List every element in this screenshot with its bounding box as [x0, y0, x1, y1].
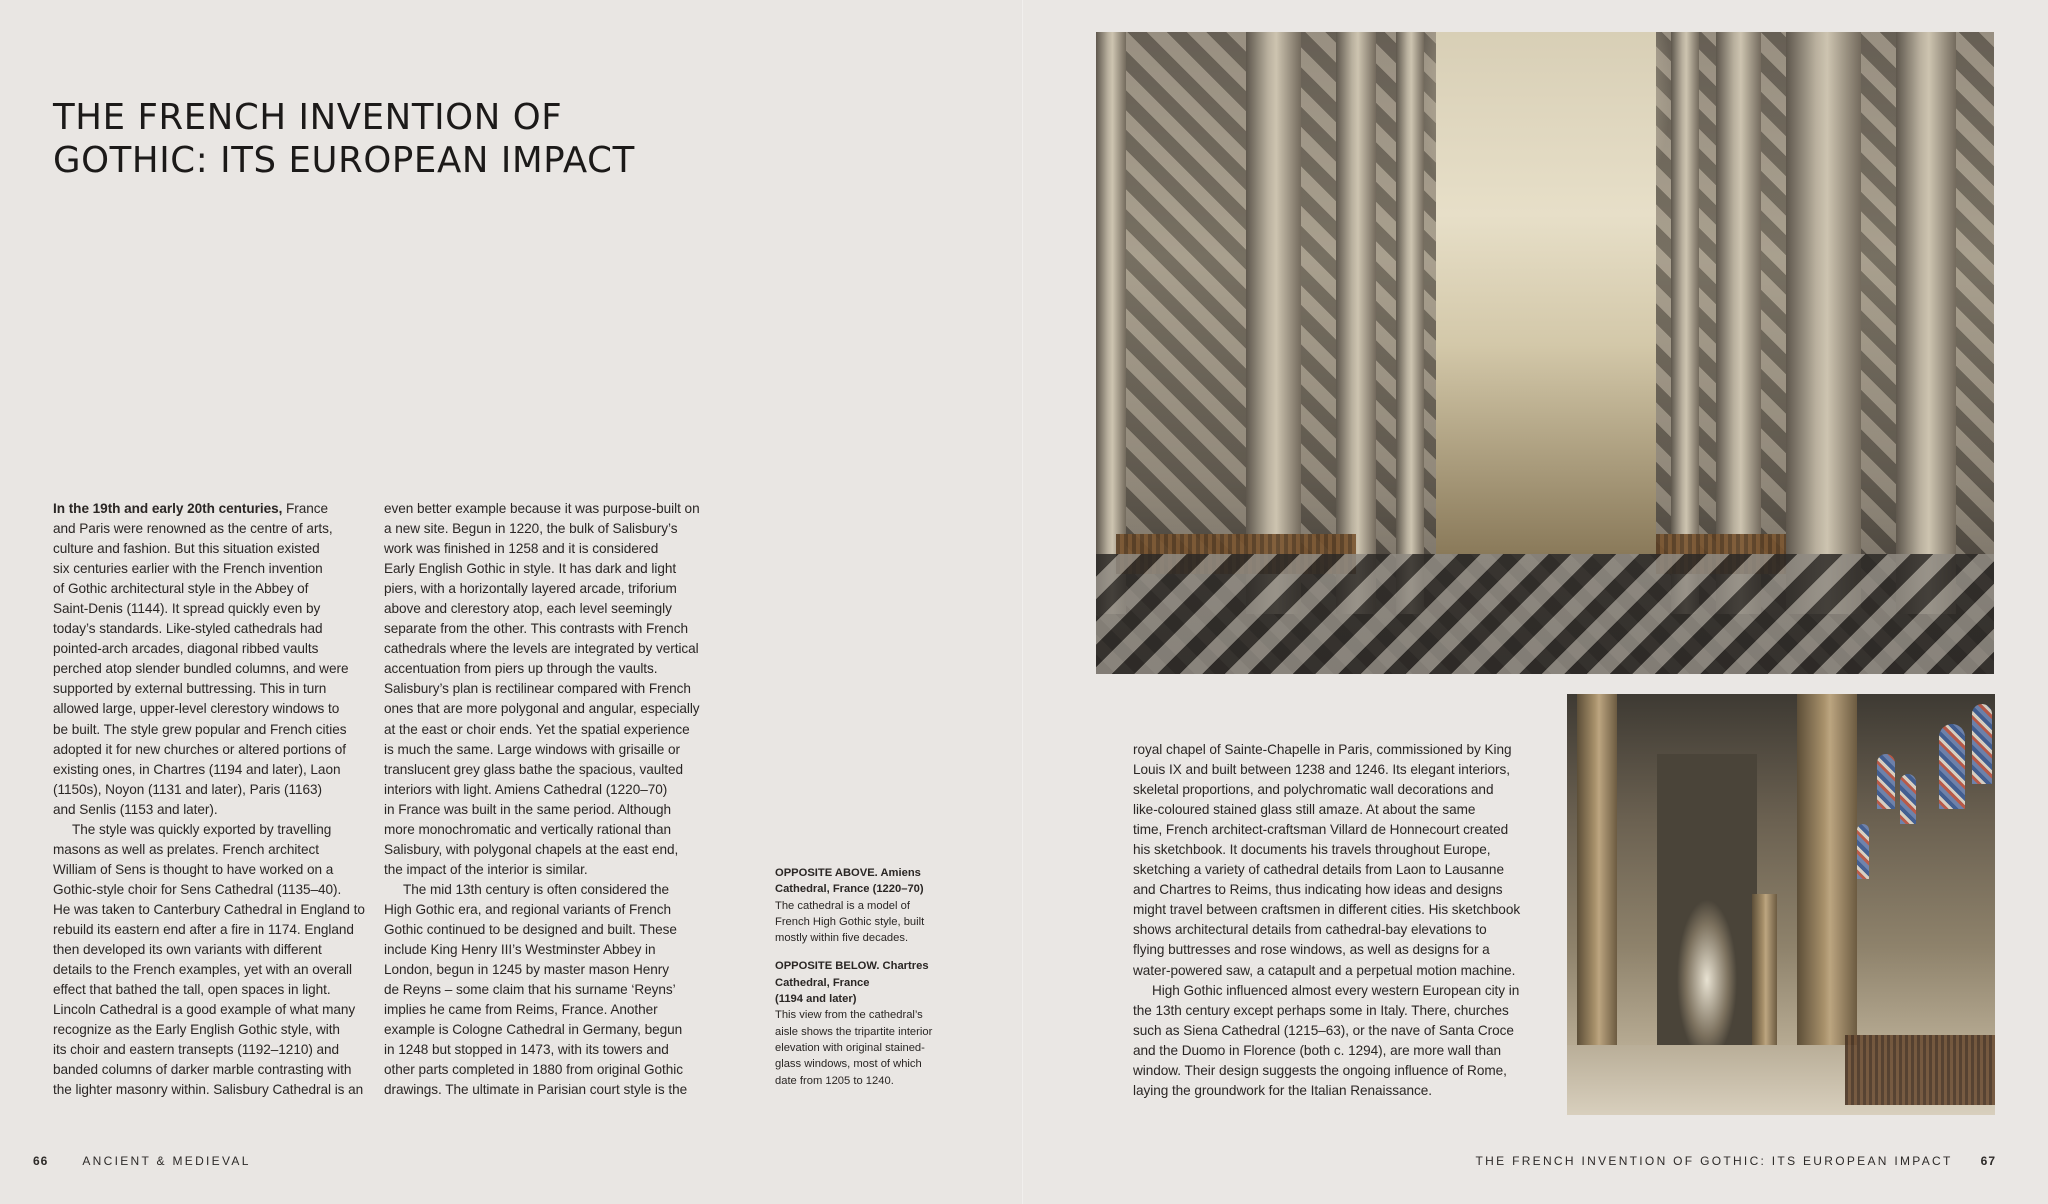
body-line: translucent grey glass bathe the spacious, vaulted	[384, 761, 684, 777]
photo-nave-light	[1436, 32, 1656, 554]
body-line: banded columns of darker marble contrasting with	[53, 1062, 352, 1078]
body-line: his sketchbook. It documents his travels throughout Europe,	[1133, 842, 1491, 858]
body-line: accentuation from piers up through the vaults.	[384, 661, 658, 677]
body-line: sketching a variety of cathedral details from Laon to Lausanne	[1133, 862, 1504, 878]
body-line: water-powered saw, a catapult and a perpetual motion machine.	[1133, 962, 1516, 978]
photo-pier	[1096, 32, 1126, 614]
body-line: like-coloured stained glass still amaze. At about the same	[1133, 802, 1476, 818]
body-column-3	[1133, 740, 1520, 1101]
photo-stained-glass	[1972, 704, 1992, 784]
body-line: Louis IX and built between 1238 and 1246. Its elegant interiors,	[1133, 762, 1510, 778]
body-line: Gothic continued to be designed and built. These	[384, 921, 677, 937]
body-line: The style was quickly exported by travelling	[72, 821, 332, 837]
caption-opposite-above	[775, 865, 932, 946]
body-line: is much the same. Large windows with grisaille or	[384, 741, 680, 757]
photo-stained-glass	[1939, 724, 1965, 809]
body-line: example is Cologne Cathedral in Germany, begun	[384, 1022, 683, 1038]
left-page	[0, 0, 1022, 1204]
photo-pier	[1246, 32, 1301, 614]
caption-text: The cathedral is a model of	[775, 899, 910, 912]
caption-text: This view from the cathedral’s	[775, 1009, 923, 1022]
body-line: allowed large, upper-level clerestory windows to	[53, 701, 340, 717]
body-line: such as Siena Cathedral (1215–63), or the nave of Santa Croce	[1133, 1022, 1514, 1038]
body-line: (1150s), Noyon (1131 and later), Paris (1163)	[53, 781, 323, 797]
body-line: window. Their design suggests the ongoing influence of Rome,	[1133, 1062, 1507, 1078]
body-line: cathedrals where the levels are integrated by vertical	[384, 641, 699, 657]
body-line: today’s standards. Like-styled cathedrals had	[53, 621, 323, 637]
body-line: the impact of the interior is similar.	[384, 861, 588, 877]
body-line: High Gothic era, and regional variants of French	[384, 901, 671, 917]
body-line: might travel between craftsmen in different cities. His sketchbook	[1133, 902, 1521, 918]
photo-stained-glass	[1900, 774, 1916, 824]
body-line: Lincoln Cathedral is a good example of what many	[53, 1002, 356, 1018]
body-line: supported by external buttressing. This in turn	[53, 681, 327, 697]
body-line: six centuries earlier with the French invention	[53, 561, 323, 577]
page-number: 66	[33, 1154, 49, 1168]
body-line: The mid 13th century is often considered the	[403, 881, 670, 897]
body-line: then developed its own variants with different	[53, 942, 322, 958]
body-line: time, French architect-craftsman Villard de Honnecourt created	[1133, 822, 1509, 838]
photo-chartres-cathedral	[1567, 694, 1995, 1115]
body-line: Salisbury, with polygonal chapels at the east end,	[384, 841, 679, 857]
caption-text: aisle shows the tripartite interior	[775, 1025, 933, 1038]
caption-heading: Cathedral, France	[775, 976, 870, 989]
photo-pier	[1336, 32, 1376, 614]
body-line: royal chapel of Sainte-Chapelle in Paris, commissioned by King	[1133, 742, 1512, 757]
caption-heading: (1194 and later)	[775, 993, 857, 1006]
photo-pier	[1396, 32, 1424, 614]
photo-pier	[1896, 32, 1956, 614]
body-line: a new site. Begun in 1220, the bulk of Salisbury’s	[384, 521, 678, 537]
body-line: skeletal proportions, and polychromatic wall decorations and	[1133, 782, 1494, 798]
photo-pier	[1716, 32, 1761, 614]
running-head: ANCIENT & MEDIEVAL	[82, 1154, 251, 1168]
body-line: existing ones, in Chartres (1194 and later), Laon	[53, 761, 341, 777]
body-line: implies he came from Reims, France. Another	[384, 1002, 658, 1018]
body-line: adopted it for new churches or altered portions of	[53, 741, 346, 757]
body-line: and Paris were renowned as the centre of arts,	[53, 521, 333, 537]
chapter-title	[53, 96, 635, 182]
body-line: piers, with a horizontally layered arcade, triforium	[384, 581, 677, 597]
caption-heading: OPPOSITE ABOVE. Amiens	[775, 867, 921, 879]
body-line: and the Duomo in Florence (both c. 1294), are more wall than	[1133, 1042, 1502, 1058]
caption-opposite-below	[775, 958, 932, 1088]
body-line: include King Henry III’s Westminster Abbey in	[384, 942, 656, 958]
body-line: William of Sens is thought to have worked on a	[53, 861, 334, 877]
body-column-1	[53, 499, 365, 1100]
body-line: and Chartres to Reims, thus indicating how ideas and designs	[1133, 882, 1503, 898]
body-line: London, begun in 1245 by master mason Henry	[384, 962, 670, 978]
body-line: laying the groundwork for the Italian Renaissance.	[1133, 1082, 1433, 1098]
caption-text: mostly within five decades.	[775, 932, 909, 945]
caption-heading: OPPOSITE BELOW. Chartres	[775, 960, 929, 973]
body-line: the 13th century except perhaps some in Italy. There, churches	[1133, 1002, 1509, 1018]
body-line: effect that bathed the tall, open spaces in light.	[53, 982, 331, 998]
body-line: in France was built in the same period. Although	[384, 801, 672, 817]
chapter-title-line-2: GOTHIC: ITS EUROPEAN IMPACT	[53, 140, 635, 181]
photo-pews	[1845, 1035, 1995, 1105]
body-line: of Gothic architectural style in the Abbey of	[53, 581, 309, 597]
body-line: in 1248 but stopped in 1473, with its towers and	[384, 1042, 669, 1058]
left-page-footer	[33, 1154, 251, 1168]
photo-pier	[1671, 32, 1699, 614]
caption-heading: Cathedral, France (1220–70)	[775, 883, 924, 896]
body-line: more monochromatic and vertically rational than	[384, 821, 672, 837]
body-line: the lighter masonry within. Salisbury Cathedral is an	[53, 1082, 364, 1098]
body-line: at the east or choir ends. Yet the spatial experience	[384, 721, 690, 737]
body-line: perched atop slender bundled columns, and were	[53, 661, 349, 677]
chapter-title-line-1: THE FRENCH INVENTION OF	[53, 97, 563, 138]
body-column-2	[384, 499, 700, 1100]
photo-checkered-floor	[1096, 554, 1994, 674]
photo-pier	[1786, 32, 1861, 614]
body-line: flying buttresses and rose windows, as well as designs for a	[1133, 942, 1490, 958]
body-line: de Reyns – some claim that his surname ‘Reyns’	[384, 982, 676, 998]
caption-text: French High Gothic style, built	[775, 915, 925, 928]
body-line: ones that are more polygonal and angular, especially	[384, 701, 700, 717]
body-line: drawings. The ultimate in Parisian court style is the	[384, 1082, 688, 1098]
caption-text: elevation with original stained-	[775, 1041, 925, 1054]
lead-in: In the 19th and early 20th centuries,	[53, 501, 283, 516]
body-line: masons as well as prelates. French architect	[53, 841, 320, 857]
body-line: shows architectural details from cathedral-bay elevations to	[1133, 922, 1487, 938]
body-line: and Senlis (1153 and later).	[53, 801, 218, 817]
body-line: culture and fashion. But this situation existed	[53, 541, 320, 557]
right-page-footer	[1476, 1154, 1996, 1168]
body-line: above and clerestory atop, each level seemingly	[384, 601, 672, 617]
body-line: Salisbury’s plan is rectilinear compared with French	[384, 681, 691, 697]
body-line: be built. The style grew popular and French cities	[53, 721, 347, 737]
photo-aisle	[1657, 754, 1757, 1055]
body-line: recognize as the Early English Gothic style, with	[53, 1022, 340, 1038]
body-line: details to the French examples, yet with an overall	[53, 962, 352, 978]
body-line: rebuild its eastern end after a fire in 1174. England	[53, 921, 354, 937]
caption-text: glass windows, most of which	[775, 1058, 922, 1071]
body-line: Saint-Denis (1144). It spread quickly even by	[53, 601, 321, 617]
running-head: THE FRENCH INVENTION OF GOTHIC: ITS EUROPEAN IMPACT	[1475, 1154, 1953, 1168]
body-line: its choir and eastern transepts (1192–1210) and	[53, 1042, 340, 1058]
body-line: pointed-arch arcades, diagonal ribbed vaults	[53, 641, 319, 657]
page-number: 67	[1980, 1154, 1996, 1168]
body-line: separate from the other. This contrasts with French	[384, 621, 688, 637]
body-line: He was taken to Canterbury Cathedral in England to	[53, 901, 365, 917]
caption-text: date from 1205 to 1240.	[775, 1074, 894, 1087]
image-captions	[775, 865, 932, 1101]
body-line: High Gothic influenced almost every western European city in	[1152, 982, 1520, 998]
body-line: even better example because it was purpose-built on	[384, 501, 700, 516]
body-line: Gothic-style choir for Sens Cathedral (1135–40).	[53, 881, 342, 897]
body-line: interiors with light. Amiens Cathedral (1220–70)	[384, 781, 668, 797]
body-line: other parts completed in 1880 from original Gothic	[384, 1062, 683, 1078]
body-line: Early English Gothic in style. It has dark and light	[384, 561, 677, 577]
body-line: work was finished in 1258 and it is considered	[384, 541, 659, 557]
photo-stained-glass	[1857, 824, 1869, 879]
photo-stained-glass	[1877, 754, 1895, 809]
photo-amiens-cathedral	[1096, 32, 1994, 674]
body-line: In the 19th and early 20th centuries, France	[53, 501, 329, 516]
